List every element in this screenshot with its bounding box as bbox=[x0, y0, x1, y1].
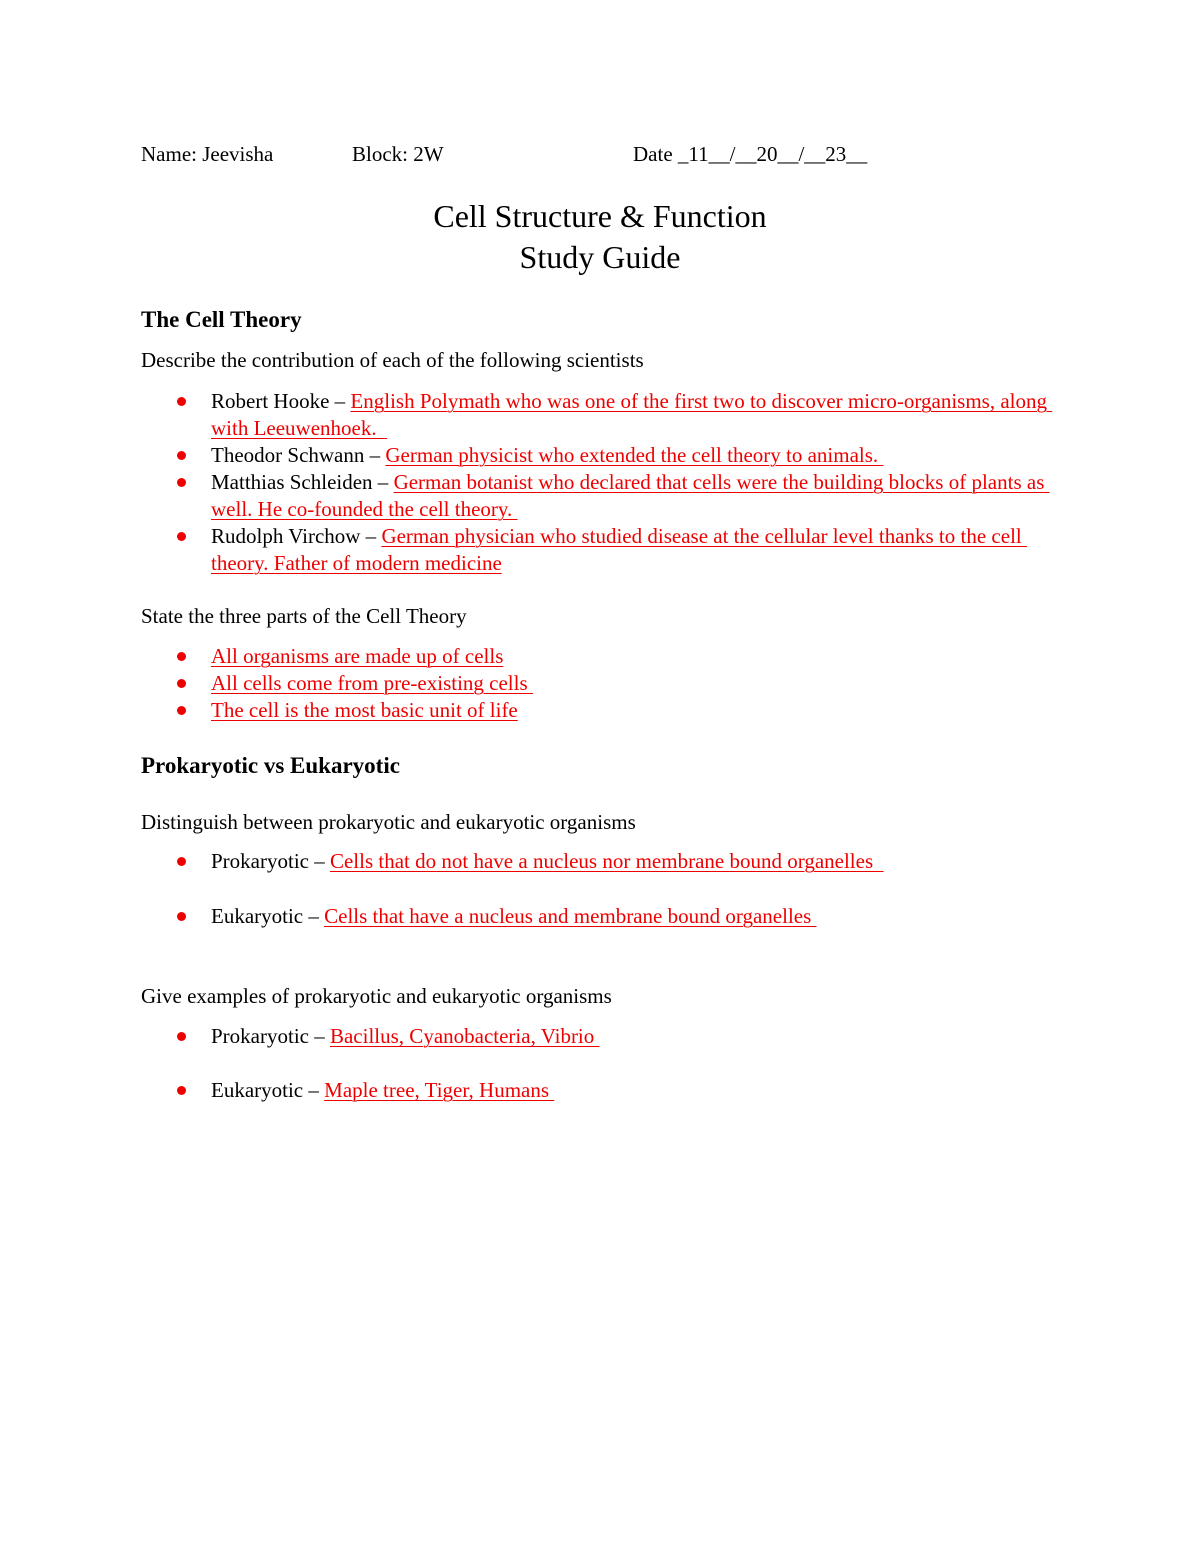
organism-examples: Bacillus, Cyanobacteria, Vibrio bbox=[329, 1024, 600, 1048]
student-block: Block: 2W bbox=[352, 142, 444, 166]
student-name: Name: Jeevisha bbox=[141, 142, 274, 166]
scientist-name: Robert Hooke – bbox=[211, 389, 351, 413]
examples-prompt: Give examples of prokaryotic and eukaryotic organisms bbox=[141, 984, 612, 1008]
list-item bbox=[141, 442, 1071, 469]
bullet-icon bbox=[177, 397, 186, 406]
organism-answer: Cells that do not have a nucleus nor membrane bound organelles bbox=[329, 849, 884, 873]
scientist-name: Rudolph Virchow – bbox=[211, 524, 382, 548]
title-line-1: Cell Structure & Function bbox=[433, 198, 767, 234]
document-title bbox=[0, 196, 1200, 278]
distinguish-prompt: Distinguish between prokaryotic and eukaryotic organisms bbox=[141, 810, 636, 834]
organism-type: Prokaryotic – bbox=[211, 1024, 330, 1048]
examples-list-2 bbox=[141, 1077, 1071, 1104]
cell-theory-part: All cells come from pre-existing cells bbox=[211, 671, 533, 695]
organism-type: Eukaryotic – bbox=[211, 904, 325, 928]
list-item bbox=[141, 848, 1071, 875]
bullet-icon bbox=[177, 706, 186, 715]
scientists-list bbox=[141, 388, 1071, 577]
bullet-icon bbox=[177, 1086, 186, 1095]
list-item bbox=[141, 1077, 1071, 1104]
scientist-answer: German physician who studied disease at the cellular level thanks to the cell theory. Father of modern medicine bbox=[211, 524, 1027, 575]
title-line-2: Study Guide bbox=[519, 239, 681, 275]
parts-prompt: State the three parts of the Cell Theory bbox=[141, 604, 467, 628]
organism-type: Eukaryotic – bbox=[211, 1078, 325, 1102]
bullet-icon bbox=[177, 912, 186, 921]
bullet-icon bbox=[177, 679, 186, 688]
scientists-prompt: Describe the contribution of each of the following scientists bbox=[141, 348, 644, 372]
bullet-icon bbox=[177, 1032, 186, 1041]
section-heading-cell-theory: The Cell Theory bbox=[141, 307, 302, 332]
scientist-answer: German physicist who extended the cell theory to animals. bbox=[385, 443, 884, 467]
section-heading-prokaryotic-eukaryotic: Prokaryotic vs Eukaryotic bbox=[141, 753, 400, 778]
scientist-name: Matthias Schleiden – bbox=[211, 470, 394, 494]
list-item bbox=[141, 1023, 1071, 1050]
bullet-icon bbox=[177, 451, 186, 460]
student-header bbox=[141, 142, 1041, 172]
distinguish-list bbox=[141, 848, 1071, 875]
scientist-answer: English Polymath who was one of the first two to discover micro-organisms, along with Leeuwenhoek. bbox=[211, 389, 1053, 440]
cell-theory-part: All organisms are made up of cells bbox=[211, 644, 504, 668]
bullet-icon bbox=[177, 652, 186, 661]
list-item bbox=[141, 469, 1071, 523]
scientist-name: Theodor Schwann – bbox=[211, 443, 386, 467]
list-item bbox=[141, 697, 1071, 724]
cell-theory-part: The cell is the most basic unit of life bbox=[211, 698, 518, 722]
examples-list bbox=[141, 1023, 1071, 1050]
organism-examples: Maple tree, Tiger, Humans bbox=[324, 1078, 555, 1102]
cell-theory-parts-list bbox=[141, 643, 1071, 724]
bullet-icon bbox=[177, 532, 186, 541]
bullet-icon bbox=[177, 857, 186, 866]
list-item bbox=[141, 670, 1071, 697]
list-item bbox=[141, 903, 1071, 930]
list-item bbox=[141, 643, 1071, 670]
organism-answer: Cells that have a nucleus and membrane bound organelles bbox=[324, 904, 817, 928]
date-field: Date _11__/__20__/__23__ bbox=[633, 142, 868, 166]
list-item bbox=[141, 523, 1071, 577]
list-item bbox=[141, 388, 1071, 442]
distinguish-list-2 bbox=[141, 903, 1071, 930]
organism-type: Prokaryotic – bbox=[211, 849, 330, 873]
bullet-icon bbox=[177, 478, 186, 487]
scientist-answer: German botanist who declared that cells were the building blocks of plants as well. He co-founded the cell theory. bbox=[211, 470, 1050, 521]
